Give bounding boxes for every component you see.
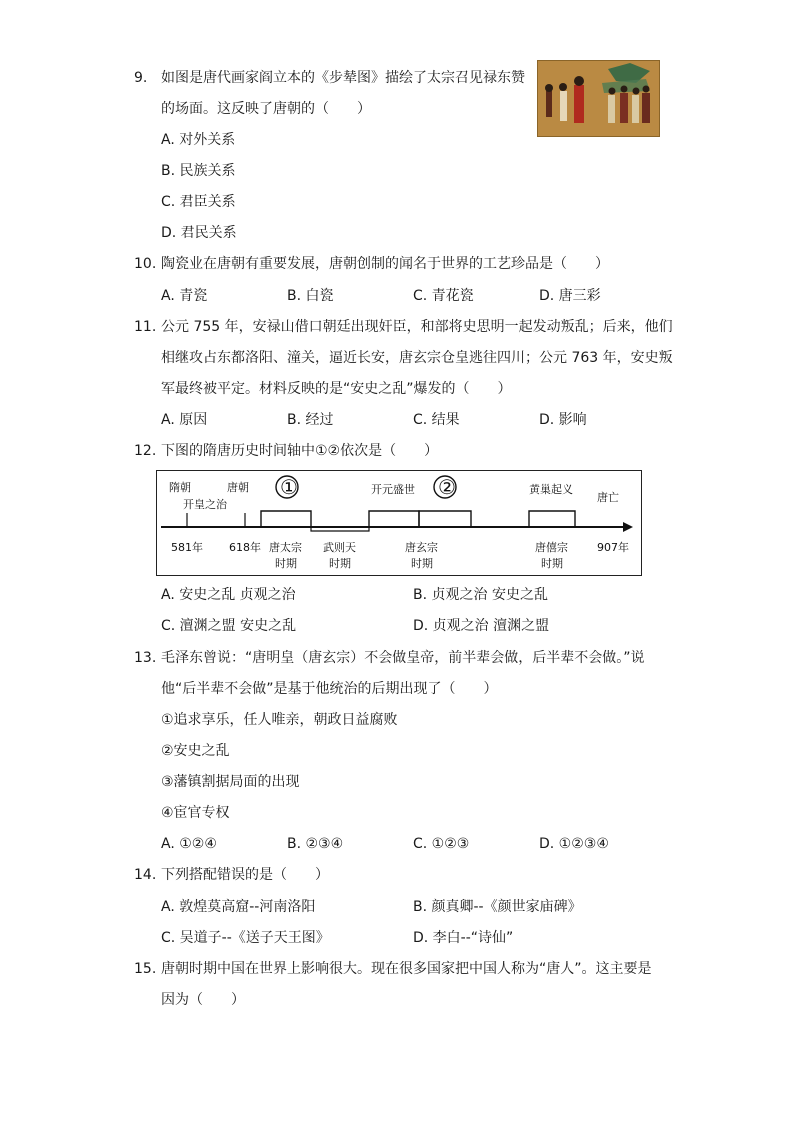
question-12-option-d[interactable]: D. 贞观之治 澶渊之盟 bbox=[413, 618, 550, 634]
question-13-number: 13. bbox=[134, 650, 157, 666]
question-9-option-b[interactable]: B. 民族关系 bbox=[161, 163, 236, 179]
question-11-option-a[interactable]: A. 原因 bbox=[161, 412, 208, 428]
question-11-option-b[interactable]: B. 经过 bbox=[287, 412, 334, 428]
question-12-text-line-1: 下图的隋唐历史时间轴中①②依次是（ ） bbox=[161, 443, 439, 459]
question-9-option-a[interactable]: A. 对外关系 bbox=[161, 132, 236, 148]
question-9-text-line-1: 如图是唐代画家阎立本的《步辇图》描绘了太宗召见禄东赞 bbox=[161, 70, 525, 86]
question-15-number: 15. bbox=[134, 961, 157, 977]
bracket-taizong bbox=[261, 511, 311, 527]
question-13-item-3: ③藩镇割据局面的出现 bbox=[161, 774, 300, 790]
label-taizong-1: 唐太宗 bbox=[269, 541, 302, 554]
question-13-option-b[interactable]: B. ②③④ bbox=[287, 836, 344, 852]
question-14-option-c[interactable]: C. 吴道子--《送子天王图》 bbox=[161, 930, 330, 946]
question-9-text-line-2: 的场面。这反映了唐朝的（ ） bbox=[161, 101, 371, 117]
question-11-number: 11. bbox=[134, 319, 157, 335]
question-14-number: 14. bbox=[134, 867, 157, 883]
question-9-number: 9. bbox=[134, 70, 148, 86]
question-15-text-line-2: 因为（ ） bbox=[161, 992, 245, 1008]
question-10-text-line-1: 陶瓷业在唐朝有重要发展，唐朝创制的闻名于世界的工艺珍品是（ ） bbox=[161, 256, 609, 272]
question-12-option-b[interactable]: B. 贞观之治 安史之乱 bbox=[413, 587, 548, 603]
label-kaiyuan: 开元盛世 bbox=[371, 483, 415, 496]
question-10-option-b[interactable]: B. 白瓷 bbox=[287, 288, 334, 304]
question-12-number: 12. bbox=[134, 443, 157, 459]
label-wuzetian-2: 时期 bbox=[329, 557, 351, 570]
question-11-option-c[interactable]: C. 结果 bbox=[413, 412, 460, 428]
question-10-option-a[interactable]: A. 青瓷 bbox=[161, 288, 208, 304]
bracket-kaiyuan bbox=[369, 511, 419, 527]
question-10-number: 10. bbox=[134, 256, 157, 272]
question-12-option-c[interactable]: C. 澶渊之盟 安史之乱 bbox=[161, 618, 297, 634]
question-12-option-a[interactable]: A. 安史之乱 贞观之治 bbox=[161, 587, 296, 603]
label-xizong-2: 时期 bbox=[541, 557, 563, 570]
question-11-text-line-1: 公元 755 年，安禄山借口朝廷出现奸臣，和部将史思明一起发动叛乱；后来，他们 bbox=[161, 319, 673, 335]
label-sui: 隋朝 bbox=[169, 481, 191, 494]
label-581: 581年 bbox=[171, 541, 203, 554]
label-huangchao: 黄巢起义 bbox=[529, 483, 573, 496]
label-tangwang: 唐亡 bbox=[597, 491, 619, 504]
label-kaihuang: 开皇之治 bbox=[183, 498, 227, 511]
label-mark-2: ② bbox=[438, 475, 456, 499]
sui-tang-timeline-figure bbox=[156, 470, 642, 576]
question-10-option-d[interactable]: D. 唐三彩 bbox=[539, 288, 601, 304]
question-13-option-d[interactable]: D. ①②③④ bbox=[539, 836, 609, 852]
question-13-item-2: ②安史之乱 bbox=[161, 743, 230, 759]
question-13-item-1: ①追求享乐，任人唯亲，朝政日益腐败 bbox=[161, 712, 398, 728]
buniantu-painting-image bbox=[537, 60, 660, 137]
question-13-text-line-1: 毛泽东曾说：“唐明皇（唐玄宗）不会做皇帝，前半辈会做，后半辈不会做。”说 bbox=[161, 650, 645, 666]
label-wuzetian-1: 武则天 bbox=[323, 541, 356, 554]
question-11-text-line-3: 军最终被平定。材料反映的是“安史之乱”爆发的（ ） bbox=[161, 381, 512, 397]
question-11-option-d[interactable]: D. 影响 bbox=[539, 412, 587, 428]
question-15-text-line-1: 唐朝时期中国在世界上影响很大。现在很多国家把中国人称为“唐人”。这主要是 bbox=[161, 961, 652, 977]
question-9-option-d[interactable]: D. 君民关系 bbox=[161, 225, 237, 241]
question-10-option-c[interactable]: C. 青花瓷 bbox=[413, 288, 474, 304]
label-taizong-2: 时期 bbox=[275, 557, 297, 570]
label-618: 618年 bbox=[229, 541, 261, 554]
label-tang: 唐朝 bbox=[227, 481, 249, 494]
bracket-mark2 bbox=[419, 511, 471, 527]
label-xuanzong-1: 唐玄宗 bbox=[405, 541, 438, 554]
question-14-option-b[interactable]: B. 颜真卿--《颜世家庙碑》 bbox=[413, 899, 582, 915]
bracket-huangchao bbox=[529, 511, 575, 527]
question-14-option-a[interactable]: A. 敦煌莫高窟--河南洛阳 bbox=[161, 899, 316, 915]
question-14-option-d[interactable]: D. 李白--“诗仙” bbox=[413, 930, 514, 946]
question-13-option-c[interactable]: C. ①②③ bbox=[413, 836, 470, 852]
label-xuanzong-2: 时期 bbox=[411, 557, 433, 570]
question-9-option-c[interactable]: C. 君臣关系 bbox=[161, 194, 236, 210]
timeline-arrow-head bbox=[623, 522, 633, 532]
question-14-text-line-1: 下列搭配错误的是（ ） bbox=[161, 867, 329, 883]
question-13-text-line-2: 他“后半辈不会做”是基于他统治的后期出现了（ ） bbox=[161, 681, 498, 697]
label-mark-1: ① bbox=[280, 475, 298, 499]
question-13-item-4: ④宦官专权 bbox=[161, 805, 230, 821]
label-907: 907年 bbox=[597, 541, 629, 554]
question-13-option-a[interactable]: A. ①②④ bbox=[161, 836, 217, 852]
label-xizong-1: 唐僖宗 bbox=[535, 541, 568, 554]
question-11-text-line-2: 相继攻占东都洛阳、潼关，逼近长安，唐玄宗仓皇逃往四川；公元 763 年，安史叛 bbox=[161, 350, 673, 366]
